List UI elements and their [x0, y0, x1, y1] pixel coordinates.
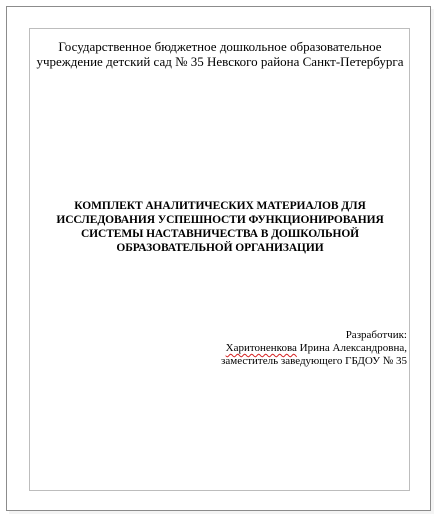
- title-line-2: ИССЛЕДОВАНИЯ УСПЕШНОСТИ ФУНКЦИОНИРОВАНИЯ: [56, 214, 384, 226]
- document-page[interactable]: [6, 6, 431, 511]
- organization-line-1: Государственное бюджетное дошкольное образовательное: [58, 39, 382, 54]
- page-margin-frame: [29, 28, 410, 491]
- organization-name: [32, 39, 408, 69]
- title-line-3: СИСТЕМЫ НАСТАВНИЧЕСТВА В ДОШКОЛЬНОЙ: [80, 228, 360, 240]
- developer-name: [147, 342, 407, 355]
- title-line-4: ОБРАЗОВАТЕЛЬНОЙ ОРГАНИЗАЦИИ: [116, 242, 324, 254]
- title-line-1: КОМПЛЕКТ АНАЛИТИЧЕСКИХ МАТЕРИАЛОВ ДЛЯ: [74, 200, 366, 212]
- developer-label: Разработчик:: [345, 329, 407, 341]
- developer-name-rest: Ирина Александровна,: [296, 342, 407, 354]
- developer-position: заместитель заведующего ГБДОУ № 35: [221, 355, 407, 367]
- developer-block: [147, 329, 407, 368]
- document-title: [32, 199, 408, 255]
- developer-surname: Харитоненкова: [225, 342, 297, 354]
- organization-line-2: учреждение детский сад № 35 Невского района Санкт-Петербурга: [36, 54, 404, 69]
